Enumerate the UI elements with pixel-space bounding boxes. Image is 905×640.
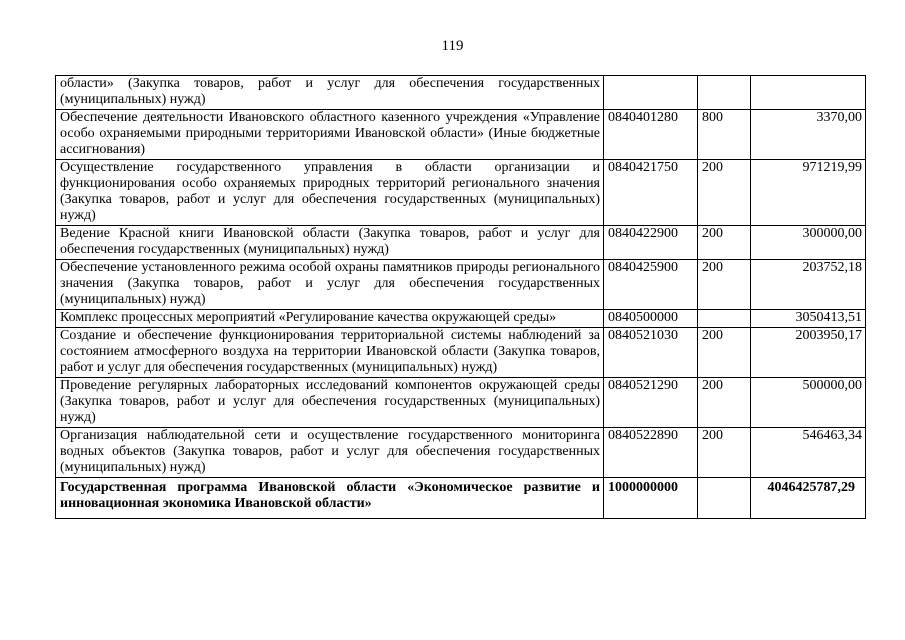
row-description: Обеспечение деятельности Ивановского областного казенного учреждения «Управление особо охраняемыми природными территориями Ивановской области» (Иные бюджетные ассигнования) xyxy=(56,110,604,160)
page-number: 119 xyxy=(441,38,464,54)
table-row xyxy=(56,226,866,260)
table-row-program-total xyxy=(56,478,866,519)
row-amount: 2003950,17 xyxy=(751,328,866,378)
row-expense-type xyxy=(698,478,751,519)
row-description: области» (Закупка товаров, работ и услуг для обеспечения государственных (муниципальных) нужд) xyxy=(56,76,604,110)
row-description: Организация наблюдательной сети и осуществление государственного мониторинга водных объектов (Закупка товаров, работ и услуг для обеспечения государственных (муниципальных) нужд) xyxy=(56,428,604,478)
row-description: Осуществление государственного управления в области организации и функционирования особо охраняемых природных территорий регионального значения (Закупка товаров, работ и услуг для обеспечения государственных (муниципальных) нужд) xyxy=(56,160,604,226)
row-expense-type: 200 xyxy=(698,428,751,478)
row-expense-type xyxy=(698,76,751,110)
row-amount: 971219,99 xyxy=(751,160,866,226)
table-row xyxy=(56,378,866,428)
row-target-code: 0840500000 xyxy=(604,310,698,328)
row-target-code: 1000000000 xyxy=(604,478,698,519)
row-amount: 3370,00 xyxy=(751,110,866,160)
row-target-code xyxy=(604,76,698,110)
row-description: Создание и обеспечение функционирования территориальной системы наблюдений за состоянием атмосферного воздуха на территории Ивановской области (Закупка товаров, работ и услуг для обеспечения государственных (муниципальных) нужд) xyxy=(56,328,604,378)
table-row xyxy=(56,428,866,478)
row-target-code: 0840421750 xyxy=(604,160,698,226)
row-expense-type: 800 xyxy=(698,110,751,160)
row-expense-type: 200 xyxy=(698,328,751,378)
row-amount: 3050413,51 xyxy=(751,310,866,328)
table-row xyxy=(56,310,866,328)
row-description: Государственная программа Ивановской области «Экономическое развитие и инновационная экономика Ивановской области» xyxy=(56,478,604,519)
row-expense-type: 200 xyxy=(698,160,751,226)
row-amount xyxy=(751,76,866,110)
row-target-code: 0840422900 xyxy=(604,226,698,260)
row-amount: 4046425787,29 xyxy=(751,478,866,519)
table-row xyxy=(56,160,866,226)
row-description: Комплекс процессных мероприятий «Регулирование качества окружающей среды» xyxy=(56,310,604,328)
table-row xyxy=(56,110,866,160)
row-expense-type xyxy=(698,310,751,328)
row-expense-type: 200 xyxy=(698,226,751,260)
row-target-code: 0840521290 xyxy=(604,378,698,428)
row-amount: 300000,00 xyxy=(751,226,866,260)
table-row xyxy=(56,328,866,378)
row-amount: 500000,00 xyxy=(751,378,866,428)
row-description: Проведение регулярных лабораторных исследований компонентов окружающей среды (Закупка товаров, работ и услуг для обеспечения государственных (муниципальных) нужд) xyxy=(56,378,604,428)
row-expense-type: 200 xyxy=(698,260,751,310)
row-amount: 546463,34 xyxy=(751,428,866,478)
row-target-code: 0840521030 xyxy=(604,328,698,378)
budget-table xyxy=(55,75,866,519)
row-target-code: 0840425900 xyxy=(604,260,698,310)
row-expense-type: 200 xyxy=(698,378,751,428)
table-row xyxy=(56,76,866,110)
row-target-code: 0840522890 xyxy=(604,428,698,478)
row-target-code: 0840401280 xyxy=(604,110,698,160)
row-description: Ведение Красной книги Ивановской области (Закупка товаров, работ и услуг для обеспечения государственных (муниципальных) нужд) xyxy=(56,226,604,260)
row-amount: 203752,18 xyxy=(751,260,866,310)
row-description: Обеспечение установленного режима особой охраны памятников природы регионального значения (Закупка товаров, работ и услуг для обеспечения государственных (муниципальных) нужд) xyxy=(56,260,604,310)
table-row xyxy=(56,260,866,310)
